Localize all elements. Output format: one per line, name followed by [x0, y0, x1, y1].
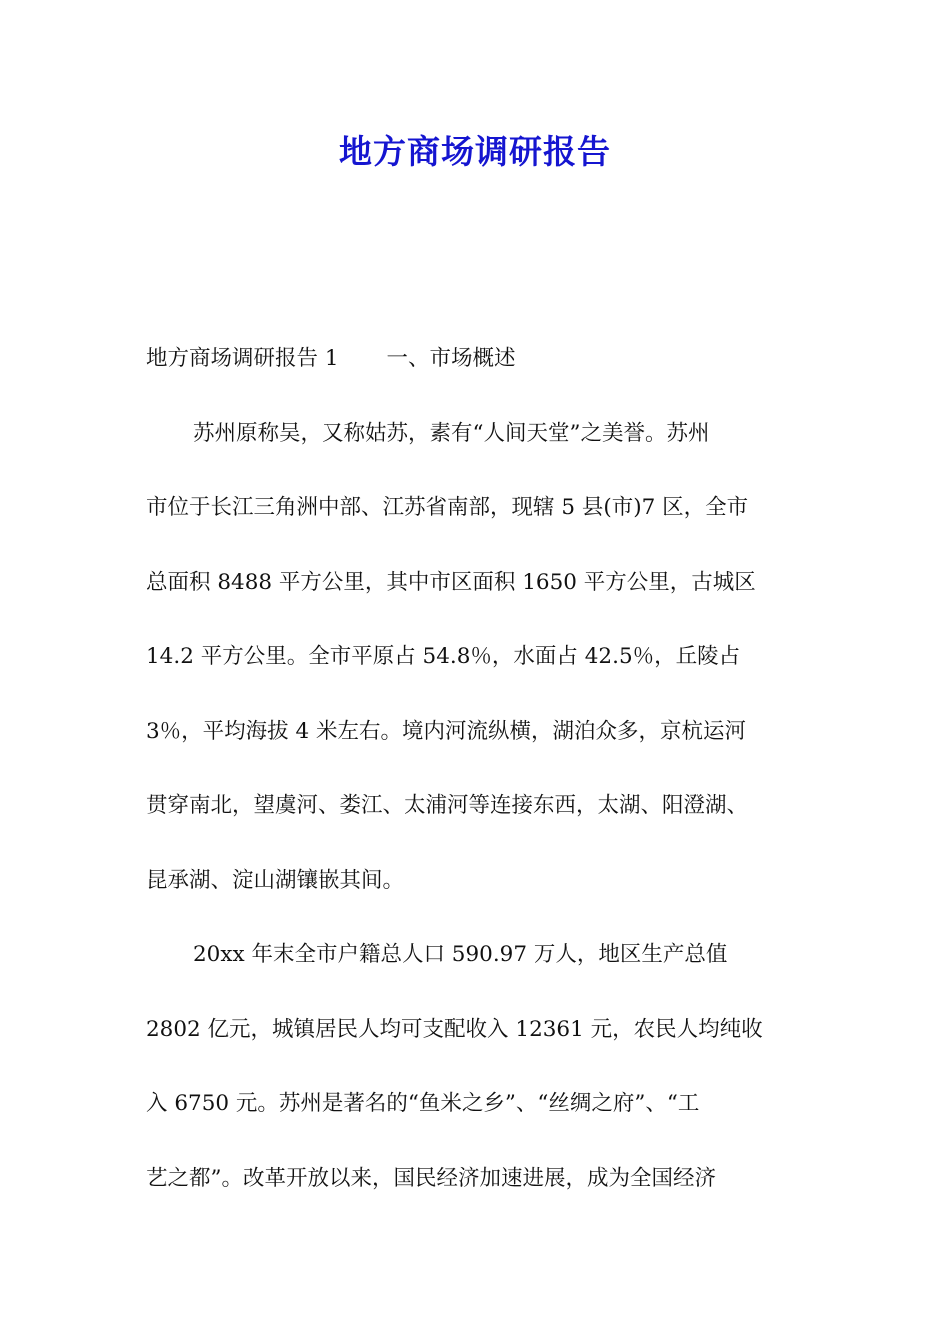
section-heading: 地方商场调研报告 1 [146, 346, 339, 371]
paragraph-line: 2802 亿元，城镇居民人均可支配收入 12361 元，农民人均纯收 [146, 1016, 763, 1042]
paragraph-line: 市位于长江三角洲中部、江苏省南部，现辖 5 县(市)7 区，全市 [146, 495, 749, 520]
section-heading-line [146, 335, 826, 410]
document-title: 地方商场调研报告 [339, 132, 611, 171]
paragraph-line: 昆承湖、淀山湖镶嵌其间。 [146, 867, 405, 893]
paragraph-line: 入 6750 元。苏州是著名的“鱼米之乡”、“丝绸之府”、“工 [146, 1091, 700, 1116]
paragraph-line: 艺之都”。改革开放以来，国民经济加速进展，成为全国经济 [146, 1165, 716, 1191]
paragraph-line: 总面积 8488 平方公里，其中市区面积 1650 平方公里，古城区 [146, 569, 756, 595]
document-body [146, 335, 826, 1229]
section-subheading: 一、市场概述 [386, 346, 516, 371]
paragraph-line: 14.2 平方公里。全市平原占 54.8％，水面占 42.5％，丘陵占 [146, 644, 741, 669]
paragraph-line: 3％，平均海拔 4 米左右。境内河流纵横，湖泊众多，京杭运河 [146, 718, 747, 744]
paragraph-line: 苏州原称吴，又称姑苏，素有“人间天堂”之美誉。苏州 [193, 420, 710, 446]
paragraph-line: 贯穿南北，望虞河、娄江、太浦河等连接东西，太湖、阳澄湖、 [146, 793, 749, 818]
paragraph-line: 20xx 年末全市户籍总人口 590.97 万人，地区生产总值 [193, 942, 728, 967]
